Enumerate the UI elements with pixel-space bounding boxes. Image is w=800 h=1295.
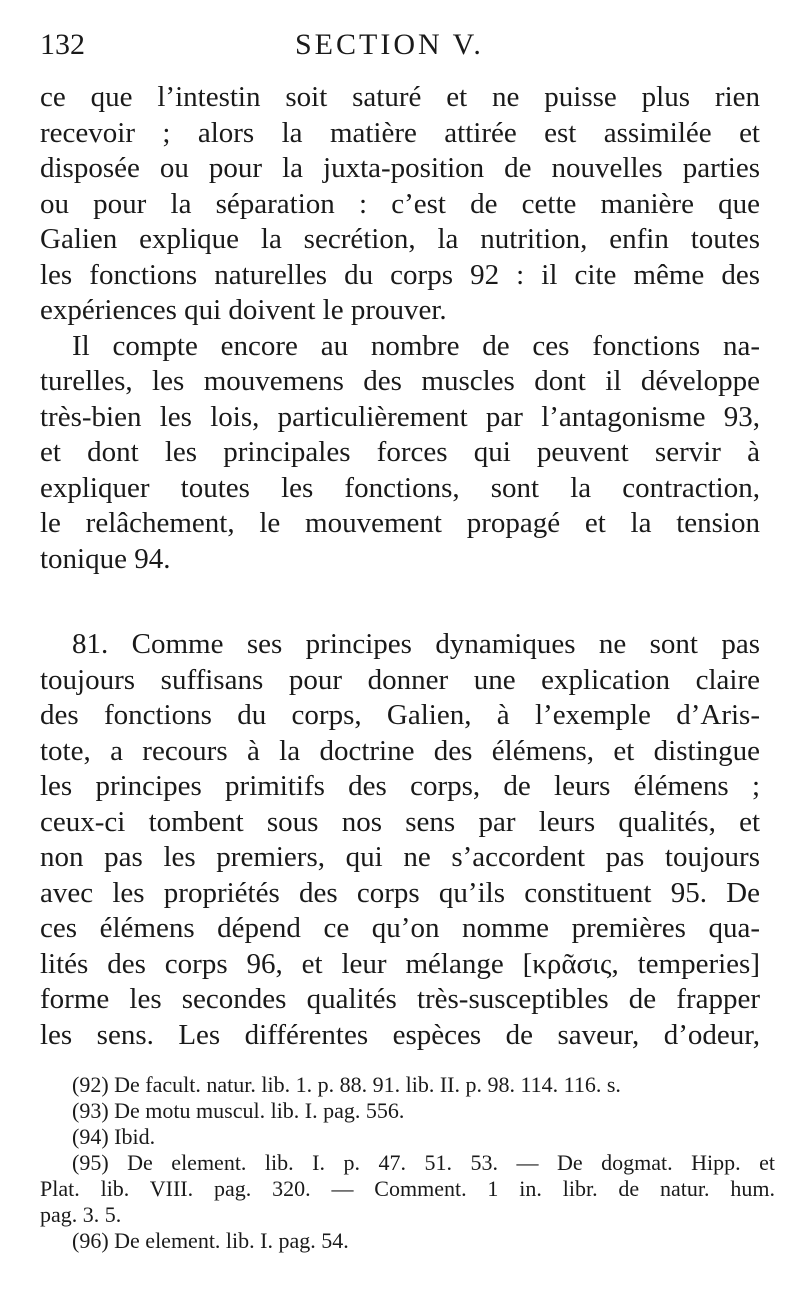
footnotes (40, 1072, 775, 1254)
footnote: pag. 3. 5. (40, 1202, 122, 1227)
page-number: 132 (40, 28, 85, 61)
text-line: recevoir ; alors la matière attirée est assimilée et (40, 116, 760, 149)
text-line: très-bien les lois, particulièrement par l’antagonisme 93, (40, 400, 760, 433)
text-line: toujours suffisans pour donner une explication claire (40, 663, 760, 696)
footnote: (96) De element. lib. I. pag. 54. (72, 1228, 349, 1253)
text-line: le relâchement, le mouvement propagé et la tension (40, 507, 760, 539)
section-paragraph-start: 81. Comme ses principes dynamiques ne sont pas (72, 628, 760, 660)
text-line: forme les secondes qualités très-susceptibles de frapper (40, 983, 760, 1015)
text-line: non pas les premiers, qui ne s’accordent pas toujours (40, 841, 760, 873)
text-line: les fonctions naturelles du corps 92 : il cite même des (40, 258, 760, 291)
section-title: SECTION V. (295, 28, 484, 61)
footnote: (93) De motu muscul. lib. I. pag. 556. (72, 1098, 405, 1123)
running-header (40, 28, 760, 68)
footnote: (92) De facult. natur. lib. 1. p. 88. 91. lib. II. p. 98. 114. 116. s. (72, 1072, 621, 1097)
text-line: expliquer toutes les fonctions, sont la contraction, (40, 471, 760, 504)
text-line: disposée ou pour la juxta-position de nouvelles parties (40, 152, 760, 184)
body-text (40, 80, 760, 1053)
text-line: expériences qui doivent le prouver. (40, 294, 447, 326)
text-line: tote, a recours à la doctrine des élémens, et distingue (40, 734, 760, 767)
paragraph-gap (40, 577, 760, 627)
text-line: les principes primitifs des corps, de leurs élémens ; (40, 770, 760, 802)
text-line: Galien explique la secrétion, la nutrition, enfin toutes (40, 223, 760, 255)
text-line: et dont les principales forces qui peuvent servir à (40, 436, 760, 468)
text-line: avec les propriétés des corps qu’ils constituent 95. De (40, 876, 760, 909)
footnote: (94) Ibid. (72, 1124, 156, 1149)
text-line: ou pour la séparation : c’est de cette manière que (40, 187, 760, 220)
text-line: ceux-ci tombent sous nos sens par leurs qualités, et (40, 805, 760, 838)
text-line: ce que l’intestin soit saturé et ne puisse plus rien (40, 81, 760, 113)
footnote: Plat. lib. VIII. pag. 320. — Comment. 1 in. libr. de natur. hum. (40, 1176, 775, 1201)
footnote: (95) De element. lib. I. p. 47. 51. 53. — De dogmat. Hipp. et (72, 1150, 775, 1175)
text-line: tonique 94. (40, 542, 171, 575)
text-line: les sens. Les différentes espèces de saveur, d’odeur, (40, 1018, 760, 1051)
text-line: ces élémens dépend ce qu’on nomme premières qua- (40, 912, 760, 944)
text-line: Il compte encore au nombre de ces fonctions na- (72, 329, 760, 362)
text-line: turelles, les mouvemens des muscles dont il développe (40, 365, 760, 397)
text-line: des fonctions du corps, Galien, à l’exemple d’Aris- (40, 699, 760, 731)
text-line: lités des corps 96, et leur mélange [κρᾶσις, temperies] (40, 947, 760, 980)
